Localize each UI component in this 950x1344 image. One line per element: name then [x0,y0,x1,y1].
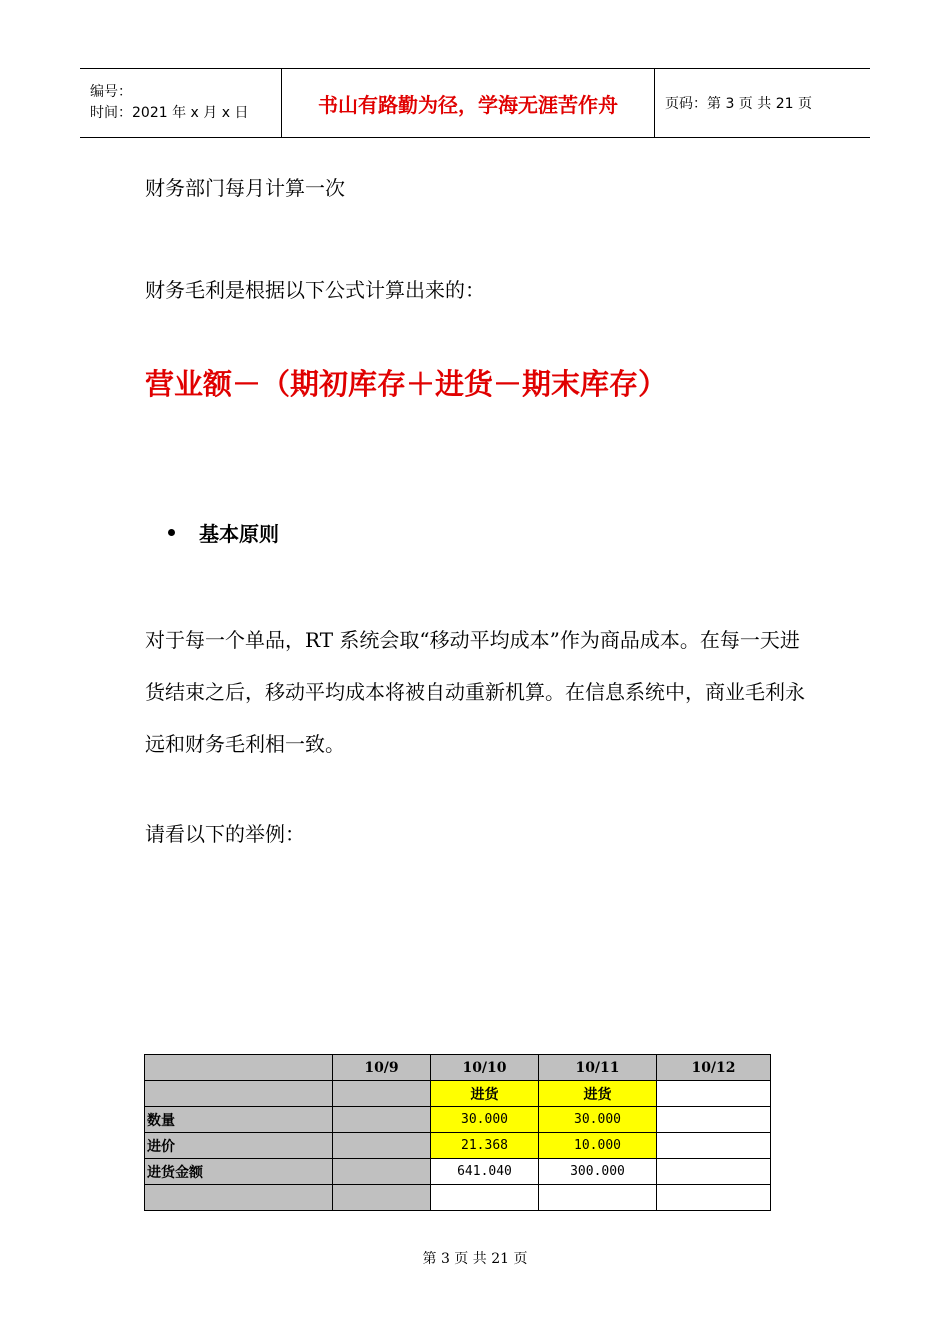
table-row [145,1159,771,1185]
header-number-label: 编号： [90,84,132,100]
table-header-date: 10/10 [431,1055,539,1081]
header-time-label: 时间：2021 年 x 月 x 日 [90,105,249,121]
header-motto-text: 书山有路勤为径，学海无涯苦作舟 [318,92,618,117]
header-page-info-text: 页码：第 3 页 共 21 页 [665,96,812,112]
example-table [144,1054,771,1211]
paragraph-example-intro: 请看以下的举例： [145,822,305,846]
table-cell: 10.000 [539,1133,657,1159]
formula-text: 营业额－（期初库存＋进货－期末库存） [145,367,668,401]
footer-page-number: 第 3 页 共 21 页 [422,1251,528,1267]
table-cell [333,1185,431,1211]
header-page-info [655,69,870,137]
table-cell [431,1185,539,1211]
table-cell: 30.000 [431,1107,539,1133]
page-header [80,68,870,138]
table-cell: 21.368 [431,1133,539,1159]
paragraph-formula-intro: 财务毛利是根据以下公式计算出来的： [145,278,485,302]
table-cell [539,1185,657,1211]
bullet-label: 基本原则 [199,522,279,546]
paragraph-principle: 对于每一个单品，RT 系统会取“移动平均成本”作为商品成本。在每一天进货结束之后，移动平均成本将被自动重新机算。在信息系统中，商业毛利永远和财务毛利相一致。 [145,628,805,756]
table-cell [657,1159,771,1185]
table-row [145,1107,771,1133]
table-cell-purchase: 进货 [539,1081,657,1107]
paragraph-monthly: 财务部门每月计算一次 [145,176,345,200]
table-row [145,1185,771,1211]
table-row-label: 数量 [145,1107,333,1133]
table-cell [145,1185,333,1211]
table-row [145,1133,771,1159]
bullet-basic-principle [168,518,279,547]
bullet-dot-icon [168,529,175,536]
table-header-date: 10/11 [539,1055,657,1081]
header-motto [282,69,655,137]
table-cell [657,1081,771,1107]
table-row [145,1081,771,1107]
table-cell-purchase: 进货 [431,1081,539,1107]
table-cell [333,1133,431,1159]
table-cell [333,1107,431,1133]
table-cell [145,1055,333,1081]
table-cell [333,1081,431,1107]
table-cell [333,1159,431,1185]
table-cell: 300.000 [539,1159,657,1185]
table-cell: 30.000 [539,1107,657,1133]
table-cell [657,1133,771,1159]
table-cell [145,1081,333,1107]
table-cell [657,1107,771,1133]
header-meta [80,69,282,137]
table-cell [657,1185,771,1211]
table-cell: 641.040 [431,1159,539,1185]
table-header-date: 10/9 [333,1055,431,1081]
table-row [145,1055,771,1081]
table-row-label: 进价 [145,1133,333,1159]
page-footer [0,1248,950,1268]
table-header-date: 10/12 [657,1055,771,1081]
table-row-label: 进货金额 [145,1159,333,1185]
